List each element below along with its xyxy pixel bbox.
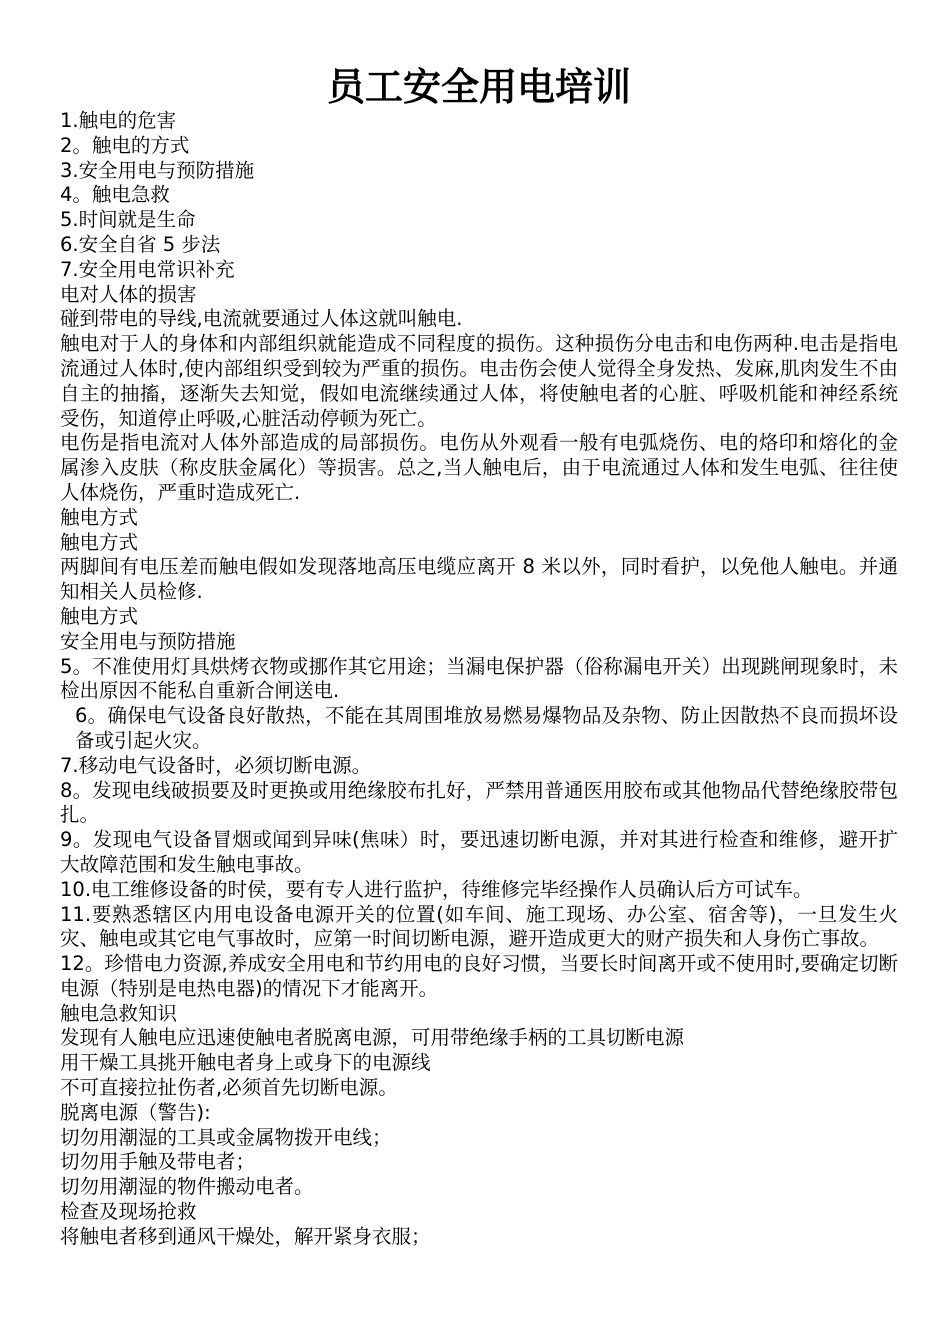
- paragraph: 检查及现场抢救: [60, 1200, 197, 1224]
- paragraph: 两脚间有电压差而触电假如发现落地高压电缆应离开 8 米以外，同时看护，以免他人触电。并通知相关人员检修.: [60, 555, 898, 604]
- document-body: [60, 109, 898, 1250]
- toc-item: 6.安全自省 5 步法: [60, 232, 221, 256]
- list-item: 12。珍惜电力资源,养成安全用电和节约用电的良好习惯，当要长时间离开或不使用时,要确定切断电源（特别是电热电器)的情况下才能离开。: [60, 952, 898, 1000]
- list-item: 11.要熟悉辖区内用电设备电源开关的位置(如车间、施工现场、办公室、宿舍等)，一旦发生火灾、触电或其它电气事故时，应第一时间切断电源，避开造成更大的财产损失和人身伤亡事故。: [60, 902, 898, 951]
- paragraph: 发现有人触电应迅速使触电者脱离电源，可用带绝缘手柄的工具切断电源: [60, 1026, 685, 1050]
- paragraph: 电伤是指电流对人体外部造成的局部损伤。电伤从外观看一般有电弧烧伤、电的烙印和熔化的金属渗入皮肤（称皮肤金属化）等损害。总之,当人触电后，由于电流通过人体和发生电弧、往往使人体烧伤，严重时造成死亡.: [60, 431, 898, 504]
- list-item: 6。确保电气设备良好散热，不能在其周围堆放易燃易爆物品及杂物、防止因散热不良而损坏设备或引起火灾。: [75, 704, 898, 752]
- list-item: 9。发现电气设备冒烟或闻到异味(焦味）时，要迅速切断电源，并对其进行检查和维修，避开扩大故障范围和发生触电事故。: [60, 828, 898, 876]
- list-item: 5。不准使用灯具烘烤衣物或挪作其它用途；当漏电保护器（俗称漏电开关）出现跳闸现象时，未检出原因不能私自重新合闸送电.: [60, 654, 898, 703]
- paragraph: 触电对于人的身体和内部组织就能造成不同程度的损伤。这种损伤分电击和电伤两种.电击是指电流通过人体时,使内部组织受到较为严重的损伤。电击伤会使人觉得全身发热、发麻,肌肉发生不由自主的抽搐，逐渐失去知觉，假如电流继续通过人体，将使触电者的心脏、呼吸机能和神经系统受伤，知道停止呼吸,心脏活动停顿为死亡。: [60, 332, 898, 430]
- list-item: 7.移动电气设备时，必须切断电源。: [60, 753, 372, 777]
- paragraph: 将触电者移到通风干燥处，解开紧身衣服；: [60, 1224, 431, 1248]
- document-title: 员工安全用电培训: [326, 65, 631, 109]
- section-heading: 触电方式: [60, 505, 139, 529]
- toc-item: 5.时间就是生命: [60, 208, 196, 232]
- section-heading: 安全用电与预防措施: [60, 629, 236, 653]
- paragraph: 不可直接拉扯伤者,必须首先切断电源。: [60, 1076, 398, 1100]
- section-heading: 触电方式: [60, 604, 139, 628]
- toc-item: 3.安全用电与预防措施: [60, 158, 255, 182]
- toc-item: 1.触电的危害: [60, 109, 177, 132]
- section-heading: 电对人体的损害: [60, 282, 197, 306]
- section-heading: 触电急救知识: [60, 1001, 178, 1025]
- paragraph: 切勿用潮湿的工具或金属物拨开电线；: [60, 1125, 392, 1149]
- paragraph: 碰到带电的导线,电流就要通过人体这就叫触电.: [60, 307, 463, 331]
- paragraph: 用干燥工具挑开触电者身上或身下的电源线: [60, 1051, 431, 1075]
- paragraph: 切勿用手触及带电者；: [60, 1150, 256, 1174]
- section-heading: 触电方式: [60, 530, 139, 554]
- toc-item: 2。触电的方式: [60, 133, 190, 157]
- paragraph: 脱离电源（警告):: [60, 1100, 211, 1124]
- toc-item: 4。触电急救: [60, 183, 170, 207]
- list-item: 10.电工维修设备的时侯，要有专人进行监护，待维修完毕经操作人员确认后方可试车。: [60, 877, 813, 901]
- toc-item: 7.安全用电常识补充: [60, 257, 235, 281]
- list-item: 8。发现电线破损要及时更换或用绝缘胶布扎好，严禁用普通医用胶布或其他物品代替绝缘胶带包扎。: [60, 778, 898, 827]
- paragraph: 切勿用潮湿的物件搬动电者。: [60, 1175, 314, 1199]
